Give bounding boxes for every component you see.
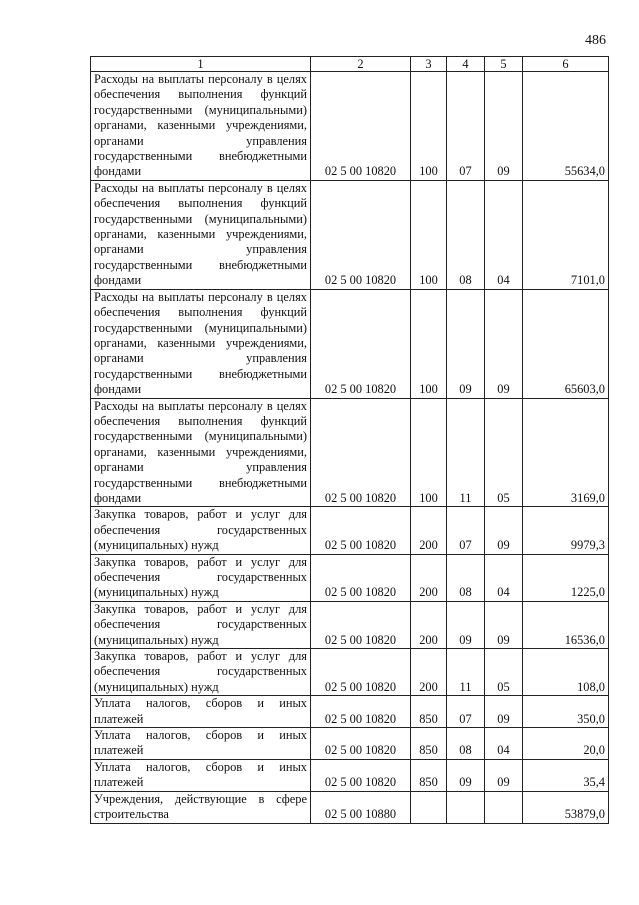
row-amount: 7101,0 bbox=[523, 180, 609, 289]
table-header-row bbox=[91, 57, 609, 72]
row-col-4: 07 bbox=[447, 72, 485, 181]
row-description: Закупка товаров, работ и услуг для обеспечения государственных (муниципальных) нужд bbox=[91, 554, 311, 601]
header-col-1: 1 bbox=[91, 57, 311, 72]
header-col-5: 5 bbox=[485, 57, 523, 72]
row-col-5: 04 bbox=[485, 554, 523, 601]
row-col-5: 09 bbox=[485, 696, 523, 728]
row-col-3: 850 bbox=[411, 696, 447, 728]
row-col-4: 08 bbox=[447, 180, 485, 289]
row-col-3: 200 bbox=[411, 554, 447, 601]
row-description: Уплата налогов, сборов и иных платежей bbox=[91, 696, 311, 728]
row-col-3: 850 bbox=[411, 759, 447, 791]
row-description: Закупка товаров, работ и услуг для обеспечения государственных (муниципальных) нужд bbox=[91, 507, 311, 554]
row-col-3 bbox=[411, 791, 447, 823]
row-description: Уплата налогов, сборов и иных платежей bbox=[91, 759, 311, 791]
row-col-4: 09 bbox=[447, 601, 485, 648]
row-code: 02 5 00 10820 bbox=[311, 72, 411, 181]
row-col-5: 09 bbox=[485, 289, 523, 398]
row-amount: 9979,3 bbox=[523, 507, 609, 554]
row-col-5: 05 bbox=[485, 649, 523, 696]
row-description: Расходы на выплаты персоналу в целях обеспечения выполнения функций государственными (муниципальными) органами, казенными учреждениями, органами управления государственными внебюджетными фондами bbox=[91, 289, 311, 398]
table-row bbox=[91, 507, 609, 554]
table-row bbox=[91, 554, 609, 601]
row-amount: 55634,0 bbox=[523, 72, 609, 181]
row-col-3: 100 bbox=[411, 72, 447, 181]
row-col-5: 09 bbox=[485, 507, 523, 554]
row-col-3: 200 bbox=[411, 507, 447, 554]
page-number: 486 bbox=[585, 33, 606, 48]
row-col-3: 200 bbox=[411, 649, 447, 696]
row-code: 02 5 00 10820 bbox=[311, 649, 411, 696]
row-code: 02 5 00 10820 bbox=[311, 507, 411, 554]
row-description: Закупка товаров, работ и услуг для обеспечения государственных (муниципальных) нужд bbox=[91, 649, 311, 696]
row-amount: 3169,0 bbox=[523, 398, 609, 507]
row-col-4: 08 bbox=[447, 728, 485, 760]
row-col-4: 07 bbox=[447, 696, 485, 728]
row-col-5: 05 bbox=[485, 398, 523, 507]
table-row bbox=[91, 791, 609, 823]
budget-table bbox=[90, 56, 609, 824]
row-col-3: 100 bbox=[411, 398, 447, 507]
row-col-5: 09 bbox=[485, 759, 523, 791]
row-col-3: 100 bbox=[411, 180, 447, 289]
table-row bbox=[91, 180, 609, 289]
row-col-3: 100 bbox=[411, 289, 447, 398]
row-code: 02 5 00 10820 bbox=[311, 759, 411, 791]
header-col-2: 2 bbox=[311, 57, 411, 72]
table-row bbox=[91, 759, 609, 791]
row-code: 02 5 00 10880 bbox=[311, 791, 411, 823]
row-col-4: 11 bbox=[447, 398, 485, 507]
row-col-3: 200 bbox=[411, 601, 447, 648]
row-col-5: 04 bbox=[485, 180, 523, 289]
row-col-5 bbox=[485, 791, 523, 823]
row-code: 02 5 00 10820 bbox=[311, 289, 411, 398]
table-row bbox=[91, 72, 609, 181]
row-code: 02 5 00 10820 bbox=[311, 601, 411, 648]
row-amount: 35,4 bbox=[523, 759, 609, 791]
row-description: Расходы на выплаты персоналу в целях обеспечения выполнения функций государственными (муниципальными) органами, казенными учреждениями, органами управления государственными внебюджетными фондами bbox=[91, 398, 311, 507]
row-description: Расходы на выплаты персоналу в целях обеспечения выполнения функций государственными (муниципальными) органами, казенными учреждениями, органами управления государственными внебюджетными фондами bbox=[91, 72, 311, 181]
row-col-4: 09 bbox=[447, 289, 485, 398]
row-code: 02 5 00 10820 bbox=[311, 554, 411, 601]
table-row bbox=[91, 728, 609, 760]
row-code: 02 5 00 10820 bbox=[311, 696, 411, 728]
row-description: Учреждения, действующие в сфере строительства bbox=[91, 791, 311, 823]
table-row bbox=[91, 649, 609, 696]
row-amount: 108,0 bbox=[523, 649, 609, 696]
row-col-5: 04 bbox=[485, 728, 523, 760]
header-col-6: 6 bbox=[523, 57, 609, 72]
row-amount: 20,0 bbox=[523, 728, 609, 760]
row-code: 02 5 00 10820 bbox=[311, 728, 411, 760]
header-col-3: 3 bbox=[411, 57, 447, 72]
row-description: Расходы на выплаты персоналу в целях обеспечения выполнения функций государственными (муниципальными) органами, казенными учреждениями, органами управления государственными внебюджетными фондами bbox=[91, 180, 311, 289]
table-row bbox=[91, 398, 609, 507]
row-col-4: 07 bbox=[447, 507, 485, 554]
row-col-5: 09 bbox=[485, 601, 523, 648]
row-col-5: 09 bbox=[485, 72, 523, 181]
header-col-4: 4 bbox=[447, 57, 485, 72]
row-amount: 65603,0 bbox=[523, 289, 609, 398]
row-col-3: 850 bbox=[411, 728, 447, 760]
row-amount: 16536,0 bbox=[523, 601, 609, 648]
row-col-4: 11 bbox=[447, 649, 485, 696]
row-col-4: 09 bbox=[447, 759, 485, 791]
row-amount: 1225,0 bbox=[523, 554, 609, 601]
row-description: Уплата налогов, сборов и иных платежей bbox=[91, 728, 311, 760]
row-description: Закупка товаров, работ и услуг для обеспечения государственных (муниципальных) нужд bbox=[91, 601, 311, 648]
row-amount: 350,0 bbox=[523, 696, 609, 728]
row-col-4 bbox=[447, 791, 485, 823]
table-row bbox=[91, 696, 609, 728]
table-row bbox=[91, 601, 609, 648]
row-col-4: 08 bbox=[447, 554, 485, 601]
row-code: 02 5 00 10820 bbox=[311, 398, 411, 507]
table-row bbox=[91, 289, 609, 398]
row-amount: 53879,0 bbox=[523, 791, 609, 823]
row-code: 02 5 00 10820 bbox=[311, 180, 411, 289]
